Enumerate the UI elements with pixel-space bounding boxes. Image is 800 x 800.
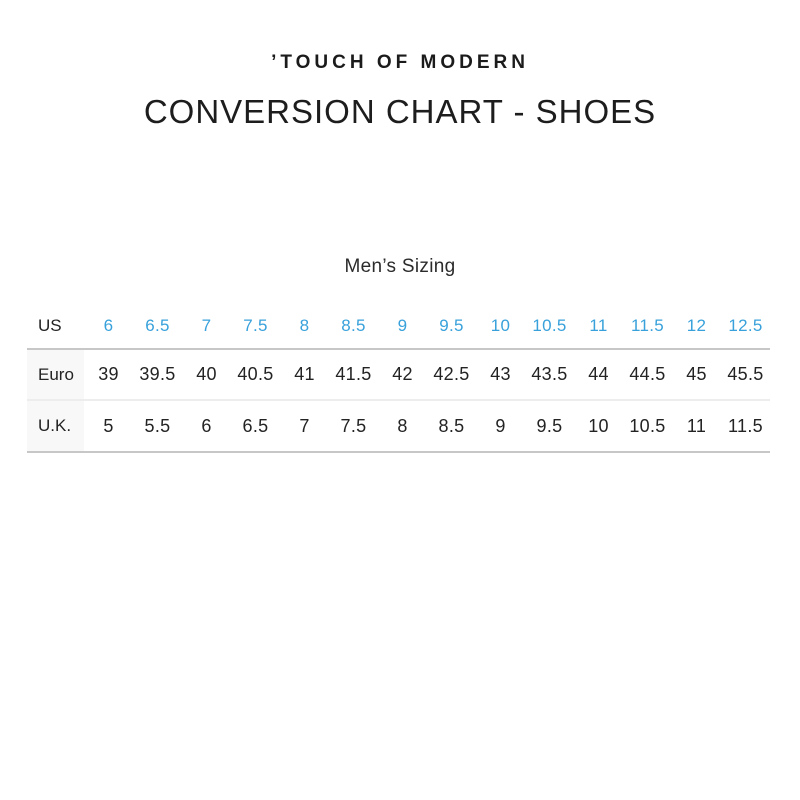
size-cell: 7.5 bbox=[243, 315, 268, 335]
size-cell: 6.5 bbox=[242, 415, 269, 436]
size-cell: 10 bbox=[588, 415, 609, 436]
size-cell: 9.5 bbox=[439, 315, 464, 335]
size-cell: 45 bbox=[686, 364, 707, 384]
size-cell: 40 bbox=[196, 364, 217, 384]
size-cell: 44 bbox=[588, 364, 609, 384]
size-cell: 6.5 bbox=[145, 315, 170, 335]
row-label-uk: U.K. bbox=[27, 401, 84, 451]
size-cell: 44.5 bbox=[629, 364, 666, 384]
size-cell: 39 bbox=[98, 364, 119, 384]
size-cell: 7 bbox=[299, 415, 310, 436]
size-cell: 10.5 bbox=[532, 315, 567, 335]
size-cell: 42 bbox=[392, 364, 413, 384]
size-cell: 11 bbox=[686, 415, 707, 436]
size-cell: 12.5 bbox=[728, 315, 763, 335]
size-cell: 8 bbox=[397, 415, 408, 436]
size-cell: 9 bbox=[495, 415, 506, 436]
size-cell: 9 bbox=[397, 315, 408, 335]
size-cell: 42.5 bbox=[433, 364, 470, 384]
size-cell: 8 bbox=[299, 315, 310, 335]
table-row-euro bbox=[27, 350, 770, 401]
size-cell: 41.5 bbox=[335, 364, 372, 384]
page-title: CONVERSION CHART - SHOES bbox=[143, 93, 657, 130]
size-cell: 6 bbox=[201, 415, 212, 436]
size-cell: 40.5 bbox=[237, 364, 274, 384]
row-label-us: US bbox=[38, 315, 62, 335]
size-cell: 10.5 bbox=[629, 415, 666, 436]
size-cell: 11 bbox=[589, 315, 608, 335]
size-cell: 39.5 bbox=[139, 364, 176, 384]
size-cell: 8.5 bbox=[341, 315, 366, 335]
table-row-us bbox=[27, 303, 770, 350]
size-cell: 6 bbox=[103, 315, 114, 335]
brand-logo: ʼTOUCH OF MODERN bbox=[271, 52, 529, 73]
table-row-uk bbox=[27, 401, 770, 453]
size-cell: 43.5 bbox=[531, 364, 568, 384]
size-cell: 5.5 bbox=[144, 415, 171, 436]
size-cell: 5 bbox=[103, 415, 114, 436]
section-heading-mens-sizing: Men’s Sizing bbox=[344, 256, 456, 277]
size-cell: 7.5 bbox=[340, 415, 367, 436]
size-cell: 43 bbox=[490, 364, 511, 384]
size-cell: 10 bbox=[490, 315, 511, 335]
size-cell: 12 bbox=[686, 315, 707, 335]
size-cell: 9.5 bbox=[536, 415, 563, 436]
row-label-euro: Euro bbox=[27, 350, 84, 399]
size-cell: 11.5 bbox=[728, 415, 763, 436]
size-cell: 41 bbox=[294, 364, 315, 384]
size-cell: 45.5 bbox=[727, 364, 764, 384]
size-cell: 11.5 bbox=[630, 315, 665, 335]
size-cell: 8.5 bbox=[438, 415, 465, 436]
shoe-size-conversion-table bbox=[27, 303, 770, 453]
size-cell: 7 bbox=[201, 315, 212, 335]
